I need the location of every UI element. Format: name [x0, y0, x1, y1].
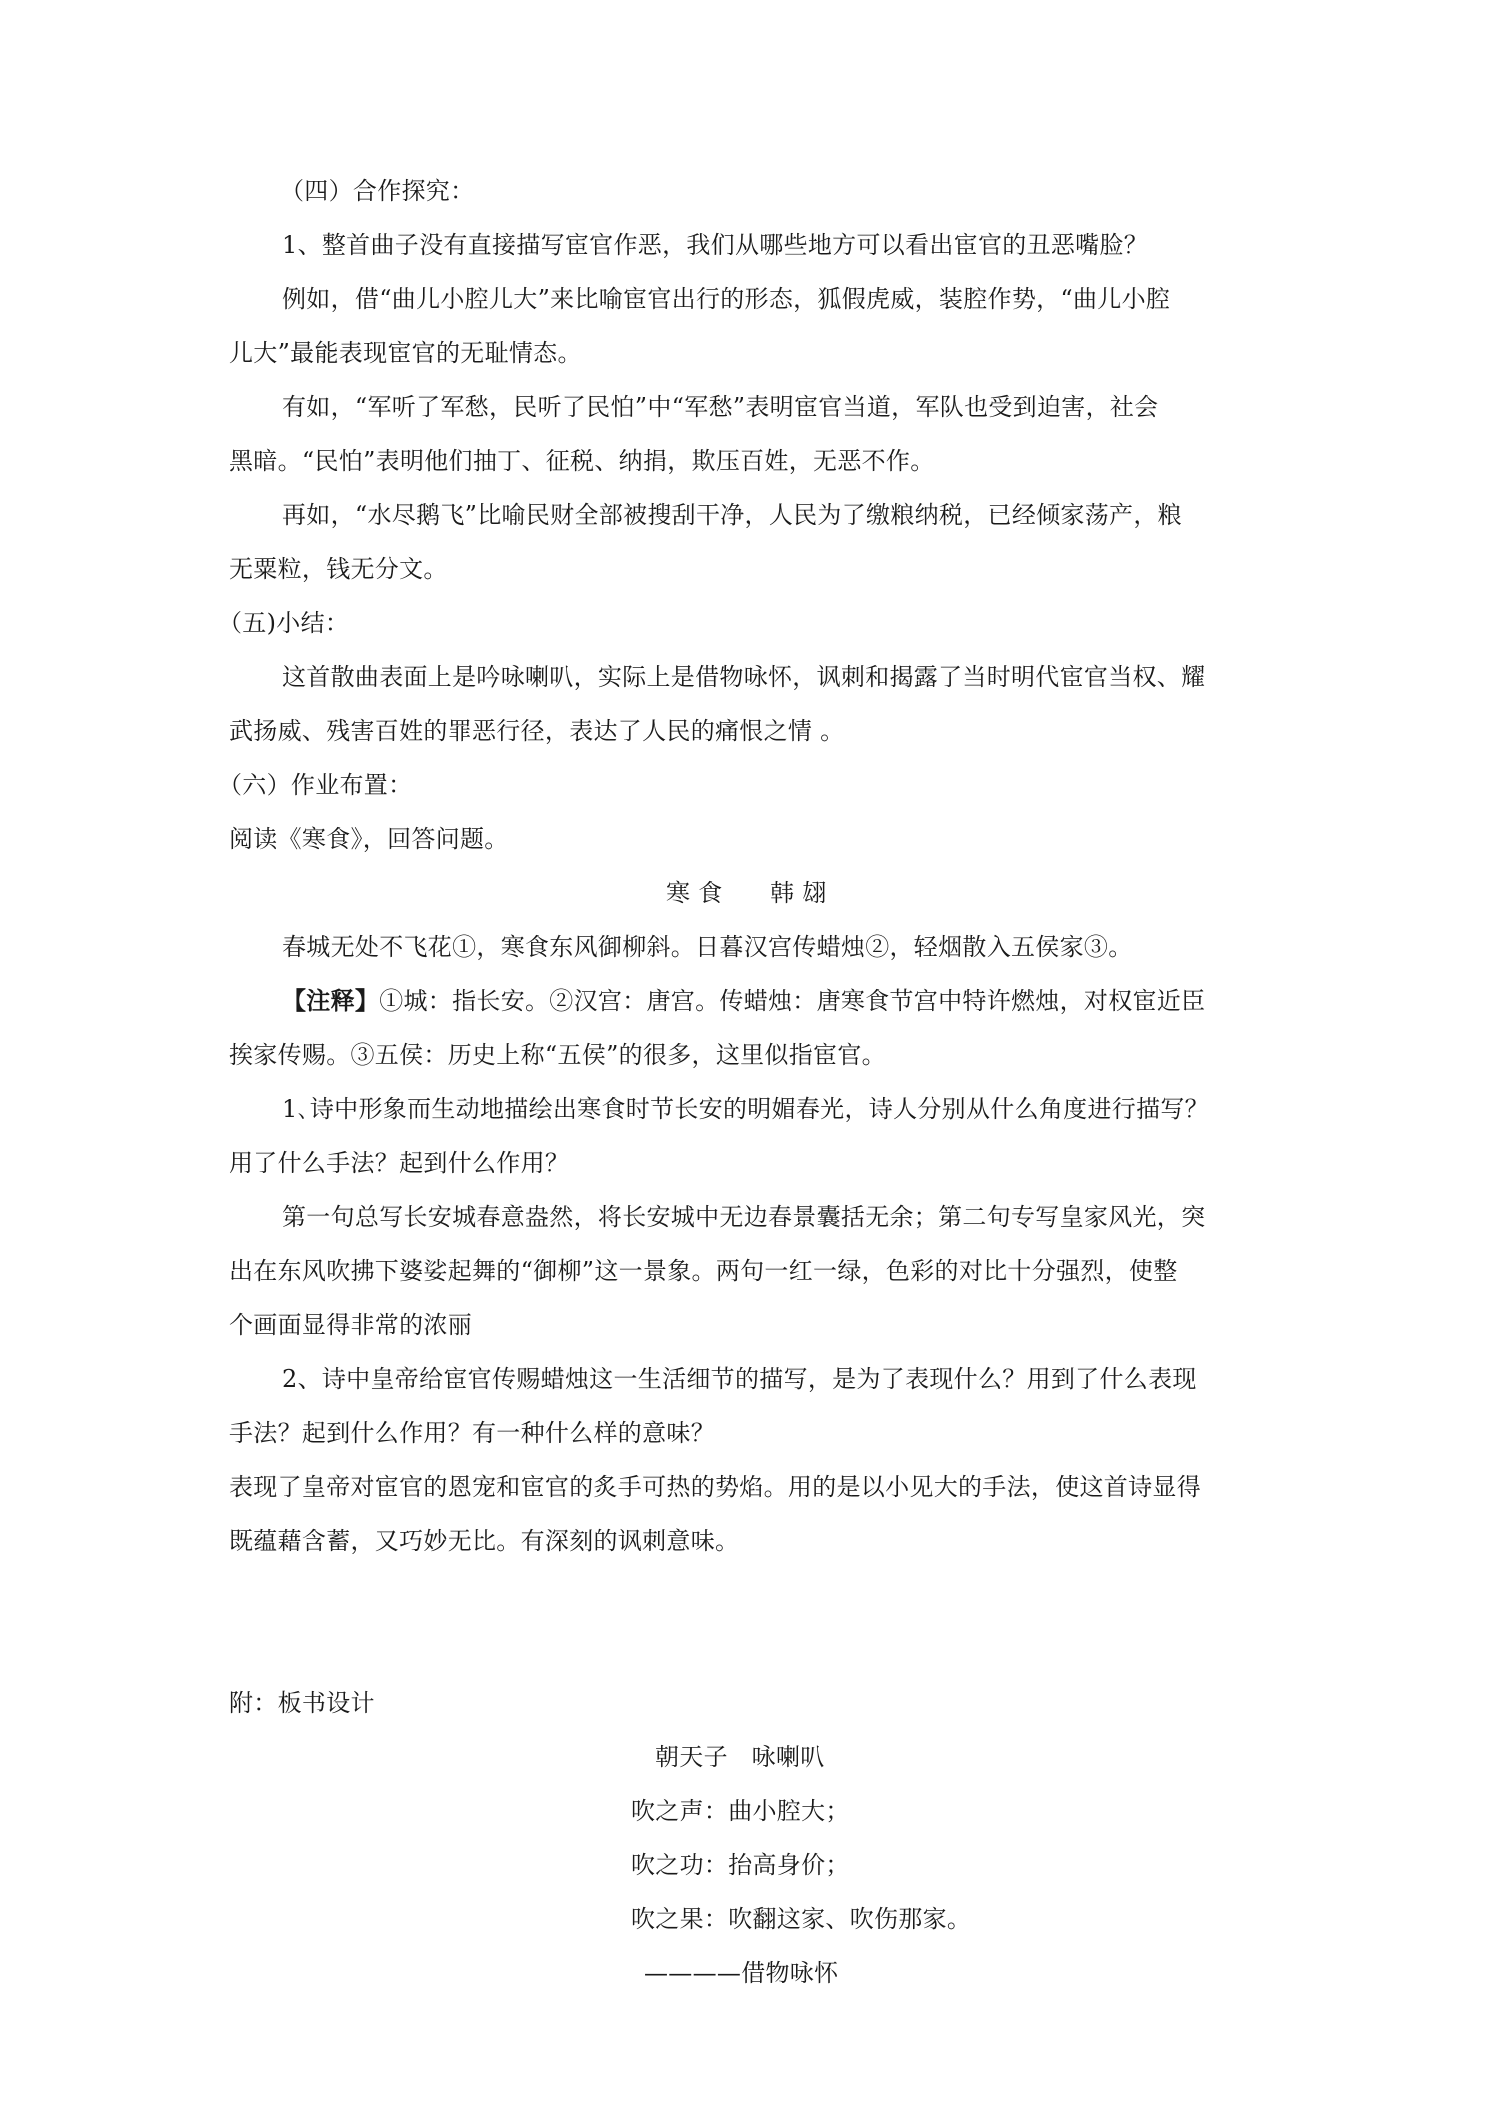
- poem-answer-2-line-2: 既蕴藉含蓄，又巧妙无比。有深刻的讽刺意味。: [229, 1527, 740, 1555]
- poem-answer-1-line-1: 第一句总写长安城春意盎然，将长安城中无边春景囊括无余；第二句专写皇家风光，突: [282, 1203, 1206, 1231]
- example-2-line-1: 有如，“军听了军愁，民听了民怕”中“军愁”表明宦官当道，军队也受到迫害，社会: [282, 393, 1159, 421]
- question-1: 1、整首曲子没有直接描写宦官作恶，我们从哪些地方可以看出宦官的丑恶嘴脸？: [282, 231, 1149, 259]
- homework-instruction: 阅读《寒食》，回答问题。: [229, 825, 509, 853]
- board-line-1: 吹之声：曲小腔大；: [631, 1797, 850, 1825]
- section4-heading: （四）合作探究：: [280, 177, 475, 205]
- annotation-text: ①城：指长安。②汉宫：唐宫。传蜡烛：唐寒食节宫中特许燃烛，对权宦近臣: [379, 987, 1206, 1015]
- poem-question-1-line-2: 用了什么手法？起到什么作用？: [229, 1149, 570, 1177]
- board-title: 朝天子 咏喇叭: [655, 1743, 825, 1771]
- summary-line-2: 武扬威、残害百姓的罪恶行径，表达了人民的痛恨之情 。: [229, 717, 845, 745]
- example-3-line-2: 无粟粒，钱无分文。: [229, 555, 448, 583]
- annotation-line-2: 挨家传赐。③五侯：历史上称“五侯”的很多，这里似指宦官。: [229, 1041, 886, 1069]
- poem-question-2-line-1: 2、诗中皇帝给宦官传赐蜡烛这一生活细节的描写，是为了表现什么？用到了什么表现: [282, 1365, 1197, 1393]
- poem-question-2-line-2: 手法？起到什么作用？有一种什么样的意味？: [229, 1419, 715, 1447]
- section5-heading: （五)小结：: [218, 609, 350, 637]
- poem-answer-2-line-1: 表现了皇帝对宦官的恩宠和宦官的炙手可热的势焰。用的是以小见大的手法，使这首诗显得: [229, 1473, 1201, 1501]
- example-3-line-1: 再如，“水尽鹅飞”比喻民财全部被搜刮干净，人民为了缴粮纳税，已经倾家荡产，粮: [282, 501, 1182, 529]
- summary-line-1: 这首散曲表面上是吟咏喇叭，实际上是借物咏怀，讽刺和揭露了当时明代宦官当权、耀: [282, 663, 1206, 691]
- board-line-4: ————借物咏怀: [644, 1959, 839, 1987]
- board-line-2: 吹之功：抬高身价；: [631, 1851, 850, 1879]
- annotation-label: 【注释】: [282, 986, 380, 1015]
- section6-heading: （六）作业布置：: [218, 771, 413, 799]
- poem-text: 春城无处不飞花①，寒食东风御柳斜。日暮汉宫传蜡烛②，轻烟散入五侯家③。: [282, 933, 1133, 961]
- poem-answer-1-line-3: 个画面显得非常的浓丽: [229, 1311, 472, 1339]
- appendix-heading: 附：板书设计: [229, 1689, 375, 1717]
- annotation-line-1: [282, 986, 1205, 1016]
- board-line-3: 吹之果：吹翻这家、吹伤那家。: [631, 1905, 972, 1933]
- example-1-line-2: 儿大”最能表现宦官的无耻情态。: [229, 339, 582, 367]
- poem-title: 寒 食 韩 翃: [666, 879, 827, 907]
- example-1-line-1: 例如，借“曲儿小腔儿大”来比喻宦官出行的形态，狐假虎威，装腔作势，“曲儿小腔: [282, 285, 1171, 313]
- poem-question-1-line-1: 1､诗中形象而生动地描绘出寒食时节长安的明媚春光，诗人分别从什么角度进行描写？: [282, 1095, 1209, 1123]
- example-2-line-2: 黑暗。“民怕”表明他们抽丁、征税、纳捐，欺压百姓，无恶不作。: [229, 447, 935, 475]
- poem-answer-1-line-2: 出在东风吹拂下婆娑起舞的“御柳”这一景象。两句一红一绿，色彩的对比十分强烈，使整: [229, 1257, 1178, 1285]
